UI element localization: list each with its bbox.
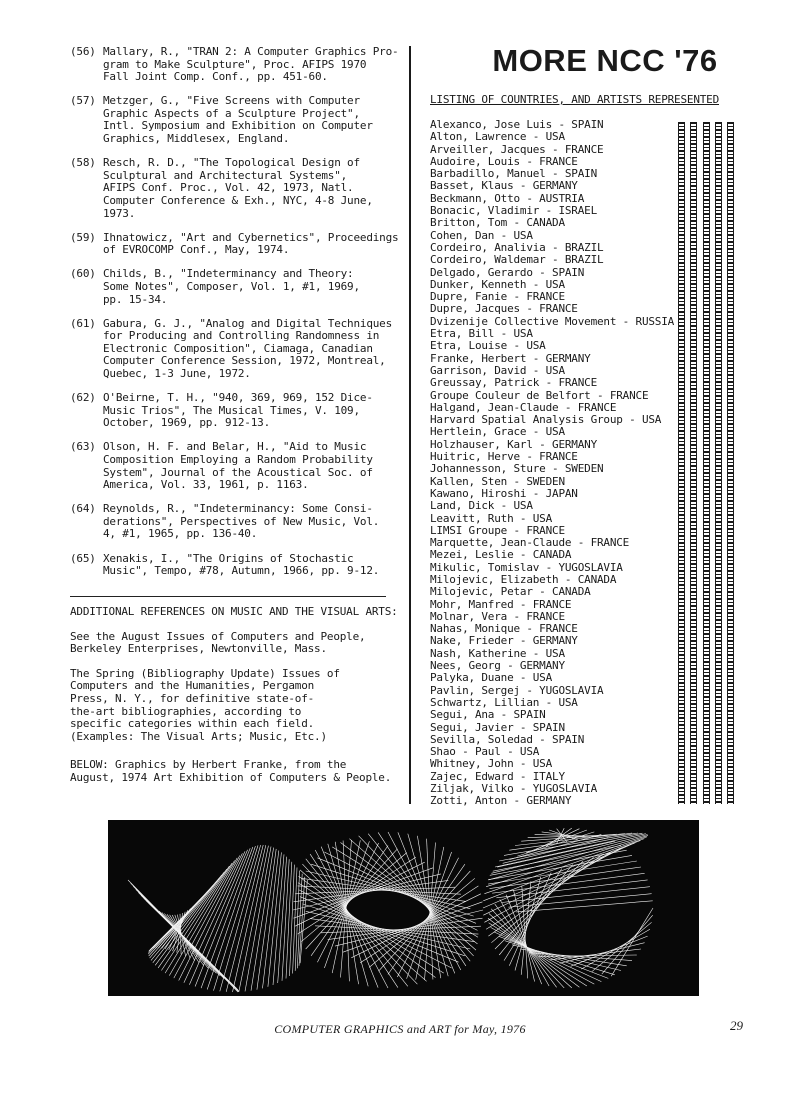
artist-entry: Holzhauser, Karl - GERMANY bbox=[430, 437, 597, 451]
reference-item bbox=[70, 232, 400, 257]
graphic-line bbox=[516, 901, 653, 912]
artist-entry: Harvard Spatial Analysis Group - USA bbox=[430, 413, 662, 427]
reference-item bbox=[70, 157, 400, 220]
artist-entry: LIMSI Groupe - FRANCE bbox=[430, 523, 565, 537]
decorative-bar bbox=[690, 122, 697, 804]
artist-entry: Groupe Couleur de Belfort - FRANCE bbox=[430, 388, 649, 402]
graphic-line bbox=[489, 914, 572, 988]
artist-entry: Kawano, Hiroshi - JAPAN bbox=[430, 486, 578, 500]
reference-number: (60) bbox=[70, 267, 96, 281]
reference-item bbox=[70, 46, 400, 84]
listing-subheading: LISTING OF COUNTRIES, AND ARTISTS REPRESENTED bbox=[430, 93, 720, 106]
artist-entry: Dunker, Kenneth - USA bbox=[430, 277, 565, 291]
artist-entry: Dupre, Fanie - FRANCE bbox=[430, 290, 565, 304]
page-title: MORE NCC '76 bbox=[492, 43, 718, 78]
graphics-caption: BELOW: Graphics by Herbert Franke, from the August, 1974 Art Exhibition of Computers & People. bbox=[70, 758, 392, 785]
graphic-line bbox=[286, 862, 292, 979]
page-footer: COMPUTER GRAPHICS and ART for May, 1976 bbox=[274, 1022, 526, 1036]
reference-text: Ihnatowicz, "Art and Cybernetics", Proceedings of EVROCOMP Conf., May, 1974. bbox=[103, 230, 399, 257]
graphic-line bbox=[602, 915, 653, 974]
decorative-bar bbox=[715, 122, 722, 804]
graphic-line bbox=[549, 949, 641, 960]
additional-paragraph-humanities: The Spring (Bibliography Update) Issues of Computers and the Humanities, Pergamon Press, N. Y., for definitive state-of- the-art bibliographies, according to specific categories within each field. (Examples: The Visual Arts; Music, Etc.) bbox=[70, 666, 340, 743]
graphic-line bbox=[490, 867, 642, 889]
reference-number: (62) bbox=[70, 391, 96, 405]
artist-entry: Hertlein, Grace - USA bbox=[430, 425, 565, 439]
artist-entry: Cordeiro, Waldemar - BRAZIL bbox=[430, 253, 604, 267]
artist-entry: Milojevic, Elizabeth - CANADA bbox=[430, 572, 617, 586]
artist-entry: Britton, Tom - CANADA bbox=[430, 216, 565, 230]
additional-references-heading: ADDITIONAL REFERENCES ON MUSIC AND THE VISUAL ARTS: bbox=[70, 604, 398, 618]
artist-entry: Nees, Georg - GERMANY bbox=[430, 659, 565, 673]
artist-entry: Halgand, Jean-Claude - FRANCE bbox=[430, 400, 617, 414]
artist-entry: Garrison, David - USA bbox=[430, 363, 565, 377]
artist-entry: Etra, Bill - USA bbox=[430, 327, 533, 341]
artist-entry: Etra, Louise - USA bbox=[430, 339, 546, 353]
decorative-bar bbox=[727, 122, 734, 804]
graphic-line bbox=[195, 848, 250, 986]
artist-entry: Dvizenije Collective Movement - RUSSIA bbox=[430, 314, 675, 328]
reference-number: (59) bbox=[70, 230, 96, 244]
reference-text: Metzger, G., "Five Screens with Computer Graphic Aspects of a Sculpture Project", Intl. Symposium and Exhibition on Computer Graphics, Middlesex, England. bbox=[103, 94, 373, 146]
graphic-line bbox=[302, 864, 417, 984]
artist-entry: Beckmann, Otto - AUSTRIA bbox=[430, 191, 585, 205]
artist-entry: Basset, Klaus - GERMANY bbox=[430, 179, 578, 193]
reference-item bbox=[70, 503, 400, 541]
artist-entry: Audoire, Louis - FRANCE bbox=[430, 154, 578, 168]
page-number: 29 bbox=[730, 1018, 743, 1033]
section-divider bbox=[70, 596, 386, 597]
artist-entry: Palyka, Duane - USA bbox=[430, 671, 553, 685]
artist-entry: Kallen, Sten - SWEDEN bbox=[430, 474, 565, 488]
graphic-line bbox=[592, 922, 652, 971]
reference-text: Mallary, R., "TRAN 2: A Computer Graphics Pro- gram to Make Sculpture", Proc. AFIPS 1970 Fall Joint Comp. Conf., pp. 451-60. bbox=[103, 45, 399, 84]
reference-text: Gabura, G. J., "Analog and Digital Techniques for Producing and Controlling Randomness in Electronic Composition", Ciamaga, Canadian Computer Conference Session, 1972, Montreal, Quebec, 1-3 June, 1972. bbox=[103, 316, 393, 380]
artist-entry: Cordeiro, Analivia - BRAZIL bbox=[430, 240, 604, 254]
graphic-line bbox=[179, 853, 243, 980]
reference-item bbox=[70, 268, 400, 306]
artist-entry: Sevilla, Soledad - SPAIN bbox=[430, 732, 585, 746]
graphic-line bbox=[282, 859, 289, 981]
artist-entry: Molnar, Vera - FRANCE bbox=[430, 609, 565, 623]
additional-paragraph-computers-people: See the August Issues of Computers and People, Berkeley Enterprises, Newtonville, Mass. bbox=[70, 629, 366, 656]
artist-entry: Pavlin, Sergej - YUGOSLAVIA bbox=[430, 683, 604, 697]
decorative-bar bbox=[703, 122, 710, 804]
artist-entry: Nahas, Monique - FRANCE bbox=[430, 622, 578, 636]
reference-item bbox=[70, 95, 400, 145]
artist-entry: Nash, Katherine - USA bbox=[430, 646, 565, 660]
decorative-bar bbox=[678, 122, 685, 804]
reference-number: (63) bbox=[70, 440, 96, 454]
graphic-line bbox=[484, 839, 644, 894]
artist-entry: Zotti, Anton - GERMANY bbox=[430, 794, 572, 808]
artist-entry: Milojevic, Petar - CANADA bbox=[430, 585, 591, 599]
artist-entry: Segui, Ana - SPAIN bbox=[430, 708, 546, 722]
artist-entry: Barbadillo, Manuel - SPAIN bbox=[430, 167, 597, 181]
reference-text: O'Beirne, T. H., "940, 369, 969, 152 Dice- Music Trios", The Musical Times, V. 109, October, 1969, pp. 912-13. bbox=[103, 391, 373, 430]
reference-text: Xenakis, I., "The Origins of Stochastic Music", Tempo, #78, Autumn, 1966, pp. 9-12. bbox=[103, 551, 380, 578]
reference-text: Resch, R. D., "The Topological Design of Sculptural and Architectural Systems", AFIPS Conf. Proc., Vol. 42, 1973, Natl. Computer Conference & Exh., NYC, 4-8 June, 1973. bbox=[103, 156, 373, 220]
graphic-line bbox=[489, 923, 587, 986]
graphic-line bbox=[251, 848, 274, 991]
references-column bbox=[70, 46, 400, 797]
graphic-line bbox=[488, 854, 603, 936]
reference-number: (56) bbox=[70, 45, 96, 58]
reference-number: (64) bbox=[70, 502, 96, 516]
reference-item bbox=[70, 392, 400, 430]
artist-entry: Johannesson, Sture - SWEDEN bbox=[430, 462, 604, 476]
artist-entry: Nake, Frieder - GERMANY bbox=[430, 634, 578, 648]
graphic-line bbox=[239, 846, 269, 992]
graphic-line bbox=[150, 878, 219, 958]
graphic-line bbox=[508, 894, 651, 908]
artist-entry: Arveiller, Jacques - FRANCE bbox=[430, 142, 604, 156]
artist-entry: Franke, Herbert - GERMANY bbox=[430, 351, 591, 365]
artist-entry: Segui, Javier - SPAIN bbox=[430, 720, 565, 734]
graphic-line bbox=[495, 834, 646, 867]
artist-entry: Marquette, Jean-Claude - FRANCE bbox=[430, 536, 630, 550]
graphic-line bbox=[293, 868, 297, 974]
graphic-line bbox=[290, 865, 295, 976]
reference-number: (61) bbox=[70, 316, 96, 330]
reference-text: Childs, B., "Indeterminancy and Theory: Some Notes", Composer, Vol. 1, #1, 1969, pp. 15-34. bbox=[103, 267, 360, 306]
artist-entry: Mohr, Manfred - FRANCE bbox=[430, 597, 572, 611]
reference-text: Olson, H. F. and Belar, H., "Aid to Music Composition Employing a Random Probability System", Journal of the Acoustical Soc. of America, Vol. 33, 1961, p. 1163. bbox=[103, 440, 373, 492]
artist-entry: Schwartz, Lillian - USA bbox=[430, 695, 578, 709]
artist-entry: Shao - Paul - USA bbox=[430, 745, 540, 759]
artist-entry: Dupre, Jacques - FRANCE bbox=[430, 302, 578, 316]
artist-entry: Alexanco, Jose Luis - SPAIN bbox=[430, 118, 604, 131]
artist-entry: Ziljak, Vilko - YUGOSLAVIA bbox=[430, 782, 597, 796]
artist-entry: Bonacic, Vladimir - ISRAEL bbox=[430, 204, 597, 218]
decorative-glyph-strip bbox=[678, 122, 734, 804]
graphic-line bbox=[161, 863, 232, 970]
graphic-line bbox=[378, 832, 466, 966]
artist-entry: Delgado, Gerardo - SPAIN bbox=[430, 265, 585, 279]
graphic-line bbox=[490, 850, 627, 875]
artist-entry: Greussay, Patrick - FRANCE bbox=[430, 376, 597, 390]
reference-number: (65) bbox=[70, 551, 96, 565]
line-graphics-svg bbox=[108, 820, 699, 996]
franke-graphics-image bbox=[108, 820, 699, 996]
graphic-line bbox=[359, 836, 474, 956]
artist-entry: Mezei, Leslie - CANADA bbox=[430, 548, 572, 562]
artist-entry: Whitney, John - USA bbox=[430, 757, 553, 771]
graphic-line bbox=[310, 854, 398, 988]
reference-number: (57) bbox=[70, 94, 96, 108]
graphic-line bbox=[295, 871, 299, 971]
reference-item bbox=[70, 441, 400, 491]
reference-text: Reynolds, R., "Indeterminancy: Some Consi- derations", Perspectives of New Music, Vol. 4, #1, 1965, pp. 136-40. bbox=[103, 502, 380, 541]
column-divider bbox=[409, 46, 411, 804]
graphic-line bbox=[263, 851, 279, 989]
reference-number: (58) bbox=[70, 156, 96, 170]
reference-item bbox=[70, 318, 400, 381]
artist-entry: Alton, Lawrence - USA bbox=[430, 130, 565, 144]
artist-entry: Mikulic, Tomislav - YUGOSLAVIA bbox=[430, 560, 623, 574]
graphic-line bbox=[560, 943, 645, 964]
artist-entry: Leavitt, Ruth - USA bbox=[430, 511, 553, 525]
artist-entry: Zajec, Edward - ITALY bbox=[430, 769, 565, 783]
artist-entry: Land, Dick - USA bbox=[430, 499, 533, 513]
graphic-line bbox=[495, 861, 583, 949]
reference-item bbox=[70, 553, 400, 578]
artist-entry: Huitric, Herve - FRANCE bbox=[430, 450, 578, 464]
reference-list bbox=[70, 46, 400, 578]
graphic-line bbox=[514, 890, 535, 982]
artist-entry: Cohen, Dan - USA bbox=[430, 228, 533, 242]
